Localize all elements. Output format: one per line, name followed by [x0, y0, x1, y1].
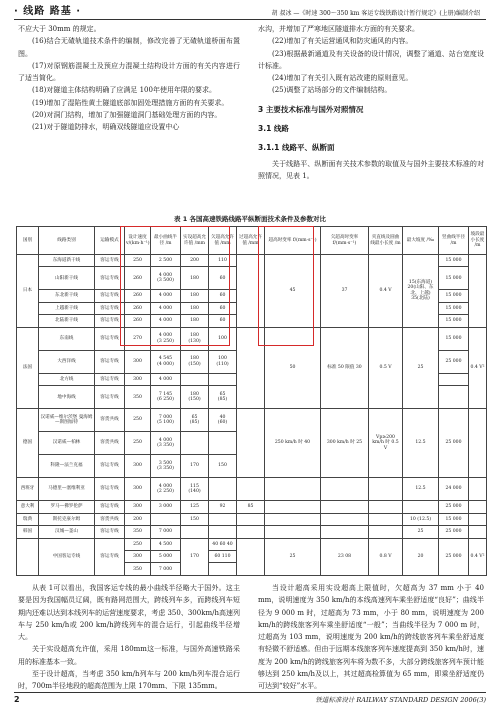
paragraph: 从表 1可以看出，我国客运专线的最小曲线半径略大于国外。这主要是因为我国幅员辽阔，既有路网范围大，跨线列车多，而跨线列车短期内还难以达到本线列车的运营速度要求，考虑 350、300km/h高速列车与 250 km/h或 200 km/h跨线列车的混合运行，引起曲线半径增大。 [18, 584, 240, 642]
table-cell: 马德里—塞维利亚 [39, 478, 95, 501]
page-footer [14, 692, 486, 706]
table-cell: 50 [265, 327, 321, 408]
header-cell: 坡段最小长度 /m [469, 227, 487, 255]
table-cell: 7 000 (5 100) [151, 409, 181, 432]
table-cell: 60 [209, 290, 237, 302]
table-cell: 40 (60) [209, 409, 237, 432]
table-cell: 180 [181, 315, 209, 327]
table-cell: 汉诺威—柏林 [39, 432, 95, 455]
table-cell: 180 (150) [181, 350, 209, 373]
table-cell: 250 [125, 432, 151, 455]
table-cell: 180 [181, 267, 209, 290]
table-cell: 日本 [17, 255, 39, 328]
table-cell: 25 [265, 538, 321, 576]
table-cell: 150 [181, 513, 209, 525]
table-cell: 25 [403, 526, 439, 538]
table-cell: 15 000 [439, 513, 469, 525]
table-cell [181, 432, 209, 455]
table-cell: 罗马—佛罗伦萨 [39, 501, 95, 513]
paragraph: (24)增加了有关引入既有站改建的原则意见。 [272, 74, 413, 83]
table-cell: 7 000 [151, 563, 181, 576]
table-cell: 250 [125, 538, 151, 550]
table-cell: 300 [125, 501, 151, 513]
table-cell: 100 (110) [209, 350, 237, 373]
table-cell: 100 [209, 327, 237, 350]
bottom-left-column [18, 582, 240, 694]
subsection-heading: 3.1 线路 [258, 124, 289, 134]
table-cell: 300 [125, 550, 151, 562]
table-cell: 200 [125, 513, 151, 525]
table-row [17, 478, 487, 501]
paragraph: 关于实设超高允许值，采用 180mm这一标准，与国外高速铁路采用的标准基本一致。 [18, 645, 240, 666]
table-cell: 意大利 [17, 501, 39, 513]
table-cell: 15 000 [439, 255, 469, 267]
header-cell: 线路类别 [39, 227, 95, 255]
journal-name: 铁道标准设计 RAILWAY STANDARD DESIGN 2006(3) [315, 696, 486, 704]
table-cell [439, 373, 469, 385]
table-cell: 4 000 (3 350) [151, 432, 181, 455]
paragraph: (23)根据最新通道及有关设备的设计情况，调整了通道、站台宽度设计标准。 [258, 49, 484, 70]
table-cell: 24 000 [439, 478, 469, 501]
table-cell [181, 373, 209, 385]
table-cell: 中国客运专线 [39, 538, 95, 576]
table-cell: 260 [125, 302, 151, 314]
table-cell: 180 [181, 290, 209, 302]
table-cell: 5 000 [151, 550, 181, 562]
paragraph: (16)结合无碴轨道技术条件的编制，修改完善了无碴轨道桥面布置图。 [18, 37, 240, 58]
table-cell: 250 [125, 409, 151, 432]
top-left-column [18, 23, 240, 214]
table-cell: 4 000 [151, 302, 181, 314]
table-cell [469, 501, 487, 513]
table-cell [439, 386, 469, 409]
table-cell: 0.4 V² [469, 327, 487, 408]
header-cell: 竖曲线半径 /m [439, 227, 469, 255]
table-cell: 60 [209, 267, 237, 290]
table-cell: 西班牙 [17, 478, 39, 501]
subsubsection-heading: 3.1.1 线路平、纵断面 [258, 143, 335, 153]
table-cell [369, 513, 403, 525]
table-cell: 3 500 (3 350) [151, 455, 181, 478]
table-cell: 客运专线 [95, 327, 125, 350]
header-cell: 夹直线及圆曲线最小长度 /m [369, 227, 403, 255]
paragraph: (25)调整了站场部分的文件编制结构。 [272, 86, 392, 95]
table-cell: 25 000 [439, 350, 469, 373]
table-cell [321, 526, 369, 538]
table-cell [209, 513, 237, 525]
table-cell: 25 000 [439, 538, 469, 576]
table-cell: 客运专线 [95, 290, 125, 302]
table-cell: 15(东海道) 20(山阳、东北、上越) 35(北陆) [403, 255, 439, 328]
table-cell: 客运专线 [95, 501, 125, 513]
table-cell [209, 526, 237, 538]
table-cell: 200 [181, 255, 209, 267]
section-label: · 线路 路基 · [14, 6, 82, 17]
table-caption: 表 1 各国高速铁路线路平纵断面技术条件及参数对比 [173, 215, 327, 223]
table-cell [369, 478, 403, 501]
table-cell: 4 545 (4 000) [151, 350, 181, 373]
table-cell: 15 000 [439, 302, 469, 314]
header-cell: 过超高允许值 /mm [237, 227, 265, 255]
table-cell [17, 538, 39, 576]
table-cell: 客运专线 [95, 478, 125, 501]
table-cell: 85 [237, 501, 265, 513]
table-row [17, 501, 487, 513]
table-cell [237, 478, 265, 501]
table-row [17, 255, 487, 267]
paragraph: (20)对洞门结构，增加了加强隧道洞门基础处理方面的内容。 [32, 111, 222, 120]
table-cell [265, 526, 321, 538]
table-cell: 25 [403, 327, 439, 408]
table-cell [469, 478, 487, 501]
table-cell [369, 501, 403, 513]
paragraph: (19)增加了湿陷性黄土隧道底部加固处理措施方面的有关要求。 [32, 98, 229, 107]
table-cell: 汉城—釜山 [39, 526, 95, 538]
table-cell: 350 [125, 563, 151, 576]
table-cell: 260 [125, 267, 151, 290]
table-row [17, 526, 487, 538]
table-cell: 客货共线 [95, 432, 125, 455]
table-cell [469, 513, 487, 525]
table-cell: 12.5 [403, 478, 439, 501]
paragraph: 水沟，并增加了严寒地区隧道排水方面的有关要求。 [258, 25, 419, 33]
table-cell: 客运专线 [95, 267, 125, 290]
table-cell: 65 (85) [181, 409, 209, 432]
bottom-right-column [258, 582, 484, 694]
table-cell: 4 000 (2 250) [151, 478, 181, 501]
header-cell: 最小曲线半径 /m [151, 227, 181, 255]
table-cell: 德国 [17, 409, 39, 478]
table-cell: 25 000 [439, 409, 469, 478]
table-cell: 15 000 [439, 327, 469, 350]
table-cell [265, 478, 321, 501]
table-cell: 2 500 [151, 255, 181, 267]
table-cell: 60 [209, 315, 237, 327]
table-cell [321, 478, 369, 501]
table-cell [369, 526, 403, 538]
table-cell: 115 (140) [181, 478, 209, 501]
paragraph: (18)对隧道主体结构明确了应满足 100年使用年限的要求。 [32, 86, 216, 95]
table-cell: 350 [125, 526, 151, 538]
table-cell: 0.4 V² [469, 538, 487, 576]
table-cell: 10 (12.5) [403, 513, 439, 525]
table-cell: 东北新干线 [39, 290, 95, 302]
table-cell: 110 [209, 255, 237, 267]
table-cell: 15 000 [439, 267, 469, 290]
table-cell: 150 [209, 455, 237, 478]
running-header [14, 4, 486, 20]
table-cell: 山阳新干线 [39, 267, 95, 290]
table-cell [209, 563, 237, 576]
header-cell: 设计速度 v/(km·h⁻¹) [125, 227, 151, 255]
table-cell: 300 [125, 455, 151, 478]
header-cell: 欠超高时变率 f/(mm·s⁻¹) [321, 227, 369, 255]
table-cell: 92 [209, 501, 237, 513]
table-cell [265, 501, 321, 513]
table-cell: 25 000 [439, 501, 469, 513]
paragraph: 当设计超高采用实设超高上限值时，欠超高为 37 mm 小于 40 mm，说明速度为 350 km/h的本线高速列车乘坐舒适度“良好”；曲线半径为 9 000 m 时，过超高为 73 mm，小于 80 mm，说明速度为 200 km/h的跨线旅客列车乘坐舒适度“一般”；当曲线半径为 7 000 m 时，过超高为 103 mm，说明速度为 200 km/h的跨线旅客列车乘坐舒适度有轻微不舒适感。但由于远期本线旅客列车速度提高到 350 km/h时，速度为 200 km/h的跨线旅客列车将为数不多，大部分跨线旅客列车预计能够达到 250 km/h及以上，其过超高检算值为 65 mm，即乘坐舒适度仍可达到“较好”水平。 [258, 584, 484, 691]
table-cell: 15 000 [439, 290, 469, 302]
table-cell [151, 513, 181, 525]
table-cell: 250 km/h 时 40 [265, 409, 321, 478]
paragraph: 关于线路平、纵断面有关技术参数的取值及与国外主要技术标准的对照情况，见表 1。 [258, 159, 484, 180]
table-cell: 北陆新干线 [39, 315, 95, 327]
paragraph: (22)增加了有关运营通风和防灾通风的内容。 [272, 37, 413, 46]
table-cell: 300 [125, 350, 151, 373]
table-cell: 东海道新干线 [39, 255, 95, 267]
table-cell: 260 [125, 290, 151, 302]
table-row [17, 538, 487, 550]
table-cell: 4 500 [151, 538, 181, 550]
table-cell: 4 000 [151, 290, 181, 302]
table-cell: 0.5 V [369, 327, 403, 408]
table-cell: 4 000 [151, 315, 181, 327]
table-cell: 125 [181, 501, 209, 513]
table-cell: 客运专线 [95, 538, 125, 576]
table-cell: 260 [125, 315, 151, 327]
table-cell: 客运专线 [95, 315, 125, 327]
table-cell [265, 513, 321, 525]
table-cell [209, 478, 237, 501]
table-cell: 65 (85) [209, 386, 237, 409]
table-cell: 4 000 [151, 373, 181, 385]
table-cell: 地中海线 [39, 386, 95, 409]
table-cell: 客运专线 [95, 255, 125, 267]
table-cell [237, 255, 265, 328]
table-cell [237, 538, 265, 576]
table-cell: 4 000 (3 250) [151, 327, 181, 350]
paragraph: 不应大于 30mm 的规定。 [18, 25, 101, 33]
table-cell: 客运专线 [95, 386, 125, 409]
table-cell: 北方线 [39, 373, 95, 385]
table-cell [237, 409, 265, 478]
table-cell: 法国 [17, 327, 39, 408]
table-cell [237, 513, 265, 525]
table-cell [321, 501, 369, 513]
table-cell: 15 000 [439, 315, 469, 327]
header-cell: 实设超高允许值 /mm [181, 227, 209, 255]
table-cell: 4 000 (3 500) [151, 267, 181, 290]
table-cell: 270 [125, 327, 151, 350]
table-cell: 客货共线 [95, 409, 125, 432]
table-cell [209, 432, 237, 455]
table-header-row [17, 227, 487, 255]
table-cell: 韩国 [17, 526, 39, 538]
table-cell: 0.4 V [369, 255, 403, 328]
header-cell: 运输模式 [95, 227, 125, 255]
page-number: 2 [14, 695, 20, 704]
table-cell: Vp≥200 km/h 时 0.5 V [369, 409, 403, 478]
table-cell: 客运专线 [95, 373, 125, 385]
comparison-table [16, 226, 487, 576]
table-cell: 客运专线 [95, 350, 125, 373]
section-heading: 3 主要技术标准与国外对照情况 [258, 104, 364, 114]
table-cell: 40 60 40 [209, 538, 237, 550]
table-cell: 60 110 [209, 550, 237, 562]
table-cell [469, 526, 487, 538]
table-cell: 300 [125, 373, 151, 385]
table-cell: 斯托克豪尔姆 [39, 513, 95, 525]
table-cell: 客运专线 [95, 302, 125, 314]
table-cell: 标准 50 限值 30 [321, 327, 369, 408]
table-cell [237, 526, 265, 538]
table-cell: 汉诺威—维尔茨堡 曼海姆—斯图加特 [39, 409, 95, 432]
header-cell: 最大坡度 /‰ [403, 227, 439, 255]
table-cell: 12.5 [403, 409, 439, 478]
table-cell: 科隆—法兰克福 [39, 455, 95, 478]
table-cell: 25 000 [439, 526, 469, 538]
table-row [17, 327, 487, 350]
table-cell: 23 08 [321, 538, 369, 576]
table-cell: 45 [265, 255, 321, 328]
table-cell: 350 [125, 386, 151, 409]
table-cell: 170 [181, 538, 209, 576]
table-cell: 上越新干线 [39, 302, 95, 314]
table-cell [237, 327, 265, 408]
table-cell: 300 [125, 478, 151, 501]
table-cell: 大西洋线 [39, 350, 95, 373]
table-cell: 7 145 (6 250) [151, 386, 181, 409]
table-cell: 20 [403, 538, 439, 576]
table-cell: 7 000 [151, 526, 181, 538]
top-right-column [258, 23, 484, 214]
table-cell: 客运专线 [95, 455, 125, 478]
table-cell: 170 [181, 455, 209, 478]
paragraph: (21)对于隧道防排水，明确双线隧道应设置中心 [32, 123, 180, 132]
table-cell: 客运专线 [95, 526, 125, 538]
paragraph: (17)对原钢筋混凝土及预应力混凝土结构设计方面的有关内容进行了适当简化。 [18, 61, 240, 83]
table-cell: 37 [321, 255, 369, 328]
table-cell: 300 km/h 时 25 [321, 409, 369, 478]
table-cell: 60 [209, 302, 237, 314]
header-cell: 欠超高允许值 /mm [209, 227, 237, 255]
running-title: 胡 叔冰 —《时速 300～350 km 客运专线铁路设计暂行规定》(上册)编制介绍 [271, 10, 480, 17]
table-cell: 180 (130) [181, 327, 209, 350]
paragraph: 至于设计超高，当考虑 350 km/h列车与 200 km/h列车混合运行时，700m半径地段的超高范围为上限 170mm、下限 135mm。 [18, 670, 240, 691]
table-cell [469, 255, 487, 328]
table-cell: 瑞典 [17, 513, 39, 525]
table-cell [321, 513, 369, 525]
table-cell [403, 501, 439, 513]
table-cell: 250 [125, 255, 151, 267]
table-cell: 0.8 V [369, 538, 403, 576]
table-cell: 客货共线 [95, 513, 125, 525]
table-cell [181, 526, 209, 538]
table-cell: 东南线 [39, 327, 95, 350]
table-row [17, 513, 487, 525]
header-cell: 国别 [17, 227, 39, 255]
table-cell: 180 [181, 302, 209, 314]
header-cell: 超高时变率 f/(mm·s⁻¹) [265, 227, 321, 255]
table-row [17, 409, 487, 432]
table-cell: 180 (150) [181, 386, 209, 409]
table-cell [469, 409, 487, 478]
table-cell: 3 000 [151, 501, 181, 513]
table-cell [209, 373, 237, 385]
